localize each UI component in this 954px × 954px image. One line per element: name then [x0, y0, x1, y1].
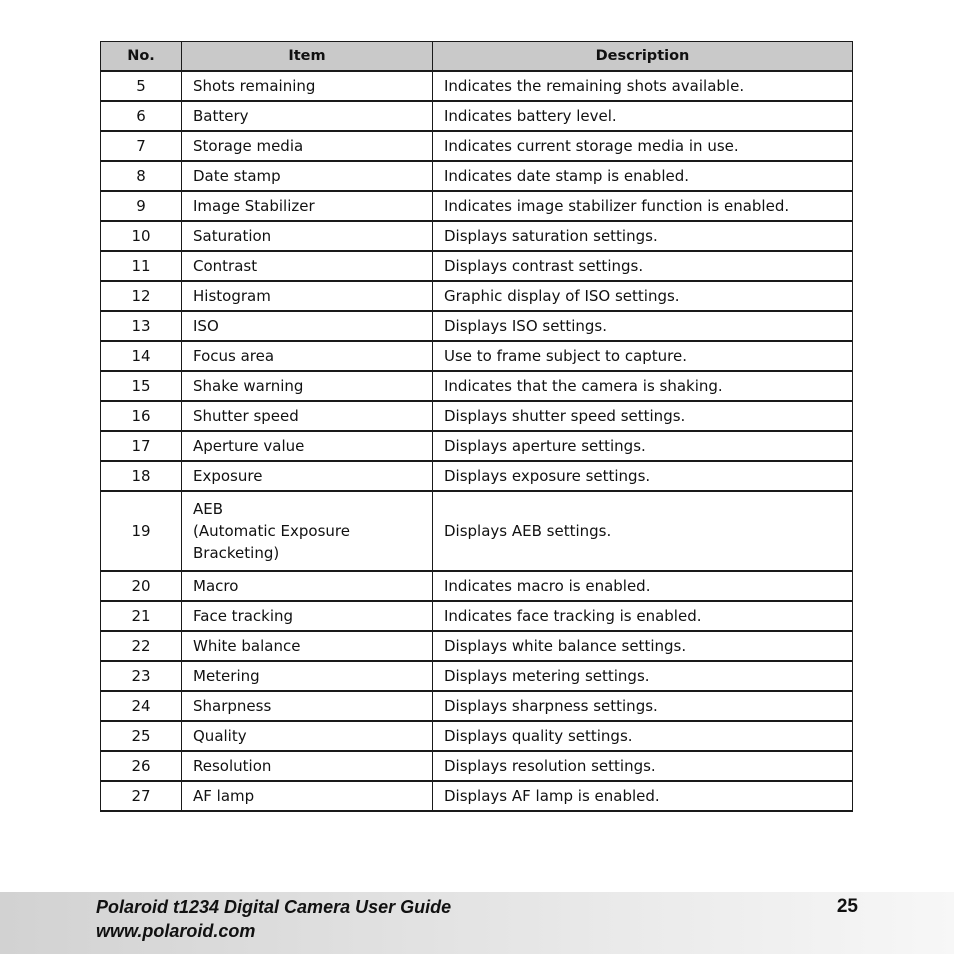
row-description: Displays aperture settings. — [433, 431, 853, 461]
row-number: 6 — [101, 101, 182, 131]
row-item: Storage media — [182, 131, 433, 161]
row-item: Saturation — [182, 221, 433, 251]
row-number: 5 — [101, 71, 182, 101]
row-item: Metering — [182, 661, 433, 691]
row-item: Macro — [182, 571, 433, 601]
row-number: 25 — [101, 721, 182, 751]
row-description: Displays contrast settings. — [433, 251, 853, 281]
row-number: 16 — [101, 401, 182, 431]
row-item: Battery — [182, 101, 433, 131]
row-number: 27 — [101, 781, 182, 811]
footer-title: Polaroid t1234 Digital Camera User Guide — [96, 897, 452, 917]
row-number: 14 — [101, 341, 182, 371]
row-number: 17 — [101, 431, 182, 461]
column-header-description: Description — [433, 42, 853, 72]
table-row — [101, 131, 853, 161]
row-description: Indicates face tracking is enabled. — [433, 601, 853, 631]
table-row — [101, 691, 853, 721]
row-number: 12 — [101, 281, 182, 311]
row-number: 10 — [101, 221, 182, 251]
row-description: Indicates that the camera is shaking. — [433, 371, 853, 401]
row-description: Graphic display of ISO settings. — [433, 281, 853, 311]
table-row — [101, 191, 853, 221]
table-row — [101, 101, 853, 131]
row-description: Indicates date stamp is enabled. — [433, 161, 853, 191]
row-item: AF lamp — [182, 781, 433, 811]
row-description: Indicates macro is enabled. — [433, 571, 853, 601]
table-row — [101, 751, 853, 781]
row-description: Displays shutter speed settings. — [433, 401, 853, 431]
row-item: Exposure — [182, 461, 433, 491]
row-description: Indicates current storage media in use. — [433, 131, 853, 161]
row-item: Shutter speed — [182, 401, 433, 431]
row-item: Contrast — [182, 251, 433, 281]
table-row — [101, 571, 853, 601]
row-item: Resolution — [182, 751, 433, 781]
table-row — [101, 221, 853, 251]
table-row — [101, 71, 853, 101]
row-number: 18 — [101, 461, 182, 491]
table-row — [101, 661, 853, 691]
reference-table — [100, 41, 853, 812]
row-description: Indicates the remaining shots available. — [433, 71, 853, 101]
table-row — [101, 601, 853, 631]
row-description: Displays exposure settings. — [433, 461, 853, 491]
table-header-row — [101, 42, 853, 72]
row-number: 19 — [101, 491, 182, 571]
table-row — [101, 281, 853, 311]
table-row — [101, 491, 853, 571]
table-body — [101, 71, 853, 811]
table-row — [101, 781, 853, 811]
row-item: Image Stabilizer — [182, 191, 433, 221]
row-description: Indicates image stabilizer function is enabled. — [433, 191, 853, 221]
row-item: Focus area — [182, 341, 433, 371]
row-description: Displays AF lamp is enabled. — [433, 781, 853, 811]
row-number: 11 — [101, 251, 182, 281]
row-number: 9 — [101, 191, 182, 221]
column-header-no: No. — [101, 42, 182, 72]
row-description: Displays ISO settings. — [433, 311, 853, 341]
row-number: 8 — [101, 161, 182, 191]
row-item: Aperture value — [182, 431, 433, 461]
row-description: Displays sharpness settings. — [433, 691, 853, 721]
row-number: 20 — [101, 571, 182, 601]
table-row — [101, 341, 853, 371]
row-number: 21 — [101, 601, 182, 631]
row-description: Indicates battery level. — [433, 101, 853, 131]
row-description: Displays metering settings. — [433, 661, 853, 691]
table-row — [101, 251, 853, 281]
table-row — [101, 161, 853, 191]
table-row — [101, 461, 853, 491]
page-number: 25 — [836, 896, 858, 917]
table-row — [101, 401, 853, 431]
page-footer — [0, 892, 954, 954]
row-item-line: (Automatic Exposure — [193, 522, 350, 540]
row-item: Histogram — [182, 281, 433, 311]
row-number: 7 — [101, 131, 182, 161]
row-item: Shots remaining — [182, 71, 433, 101]
row-item-line: AEB — [193, 500, 224, 518]
row-description: Displays resolution settings. — [433, 751, 853, 781]
row-item — [182, 491, 433, 571]
row-item: Date stamp — [182, 161, 433, 191]
row-number: 23 — [101, 661, 182, 691]
row-description: Use to frame subject to capture. — [433, 341, 853, 371]
row-description: Displays quality settings. — [433, 721, 853, 751]
row-item-line: Bracketing) — [193, 544, 280, 562]
table-row — [101, 721, 853, 751]
row-description: Displays AEB settings. — [433, 491, 853, 571]
footer-url: www.polaroid.com — [96, 921, 256, 941]
row-number: 26 — [101, 751, 182, 781]
row-number: 22 — [101, 631, 182, 661]
row-item: ISO — [182, 311, 433, 341]
column-header-item: Item — [182, 42, 433, 72]
table-row — [101, 371, 853, 401]
table-row — [101, 631, 853, 661]
row-item: Quality — [182, 721, 433, 751]
row-item: Face tracking — [182, 601, 433, 631]
table-row — [101, 431, 853, 461]
table-row — [101, 311, 853, 341]
row-item: White balance — [182, 631, 433, 661]
row-item: Sharpness — [182, 691, 433, 721]
row-number: 24 — [101, 691, 182, 721]
row-number: 15 — [101, 371, 182, 401]
row-number: 13 — [101, 311, 182, 341]
row-item: Shake warning — [182, 371, 433, 401]
row-description: Displays white balance settings. — [433, 631, 853, 661]
row-description: Displays saturation settings. — [433, 221, 853, 251]
